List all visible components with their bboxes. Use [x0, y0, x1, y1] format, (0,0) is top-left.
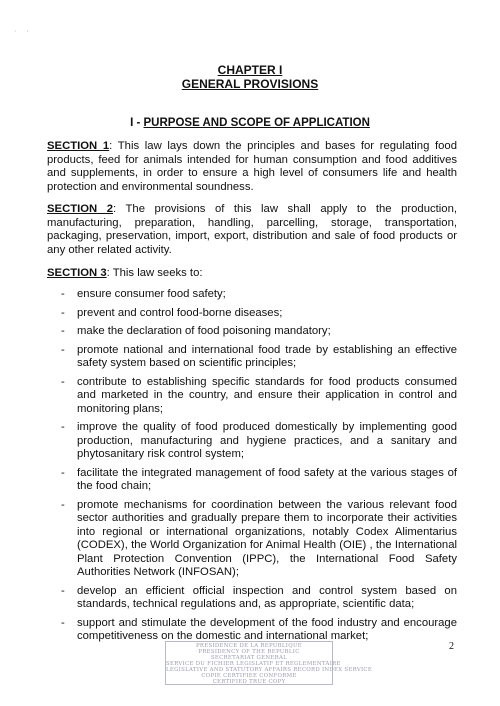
bullet-dash: -	[61, 498, 65, 511]
bullet-dash: -	[61, 288, 65, 300]
part-title: PURPOSE AND SCOPE OF APPLICATION	[143, 117, 370, 129]
section-1	[47, 140, 457, 194]
bullet-dash: -	[61, 584, 65, 597]
section-1-text: : This law lays down the principles and bases for regulating food products, feed for animals intended for human consumption and food additives and supplements, in order to ensure a high level of consumers life and health protection and environmental soundness.	[47, 140, 457, 193]
stamp-line: LEGISLATIVE AND STATUTORY AFFAIRS RECORD INDEX SERVICE	[166, 667, 373, 673]
stamp-line: COPIE CERTIFIEE CONFORME	[201, 673, 297, 679]
section-3-text: : This law seeks to:	[106, 267, 203, 279]
section-2-label: SECTION 2	[47, 203, 114, 215]
section-3-label: SECTION 3	[47, 267, 107, 279]
section-2-text: : The provisions of this law shall apply to the production, manufacturing, preparation, handling, parcelling, storage, transportation, packaging, preservation, import, export, distribution and sale of food products or any other related activity.	[47, 203, 457, 256]
objectives-list	[47, 288, 457, 649]
part-number: I -	[130, 117, 144, 129]
list-item: - contribute to establishing specific standards for food products consumed and marketed in the country, and ensure their application in control and monitoring plans;	[61, 375, 457, 415]
list-item: - ensure consumer food safety;	[61, 288, 226, 300]
bullet-dash: -	[61, 306, 65, 319]
part-heading	[0, 117, 500, 129]
bullet-dash: -	[61, 466, 65, 479]
stamp-line: PRESIDENCE DE LA REPUBLIQUE	[195, 643, 303, 649]
section-2	[47, 203, 457, 257]
chapter-title: GENERAL PROVISIONS	[181, 77, 319, 91]
list-item: - improve the quality of food produced domestically by implementing good production, manufacturing and hygiene practices, and a sanitary and phytosanitary risk control system;	[61, 421, 457, 460]
page-number: 2	[449, 641, 454, 652]
stamp-line: PRESIDENCY OF THE REPUBLIC	[198, 649, 300, 655]
section-1-label: SECTION 1	[47, 140, 110, 152]
stamp-line: CERTIFIED TRUE COPY	[212, 679, 286, 685]
chapter-number: CHAPTER I	[217, 63, 283, 77]
bullet-dash: -	[61, 616, 65, 629]
list-item: - promote mechanisms for coordination between the various relevant food sector authorities and gradually prepare them to incorporate their activities into regional or international organizations, notably Codex Alimentarius (CODEX), the World Organization for Animal Health (OIE) , the International Plant Protection Convention (IPPC), the International Food Safety Authorities Network (INFOSAN);	[61, 498, 457, 578]
stamp-line: SERVICE DU FICHIER LEGISLATIF ET REGLEMENTAIRE	[166, 661, 341, 667]
bullet-dash: -	[61, 421, 65, 433]
list-item: - make the declaration of food poisoning mandatory;	[61, 325, 331, 337]
list-item: - promote national and international food trade by establishing an effective safety system based on scientific principles;	[61, 343, 457, 369]
list-item: - support and stimulate the development of the food industry and encourage competitiveness on the domestic and international market;	[61, 616, 457, 642]
bullet-dash: -	[61, 375, 65, 388]
list-item: - prevent and control food-borne diseases;	[61, 306, 283, 319]
bullet-dash: -	[61, 325, 65, 337]
list-item: - develop an efficient official inspection and control system based on standards, technical regulations and, as appropriate, scientific data;	[61, 584, 457, 610]
bullet-dash: -	[61, 343, 65, 356]
scan-marks: · ·	[14, 28, 33, 35]
certification-stamp	[165, 641, 373, 685]
stamp-line: SECRETARIAT GENERAL	[210, 655, 288, 661]
section-3	[47, 267, 457, 281]
list-item: - facilitate the integrated management of food safety at the various stages of the food chain;	[61, 466, 457, 492]
